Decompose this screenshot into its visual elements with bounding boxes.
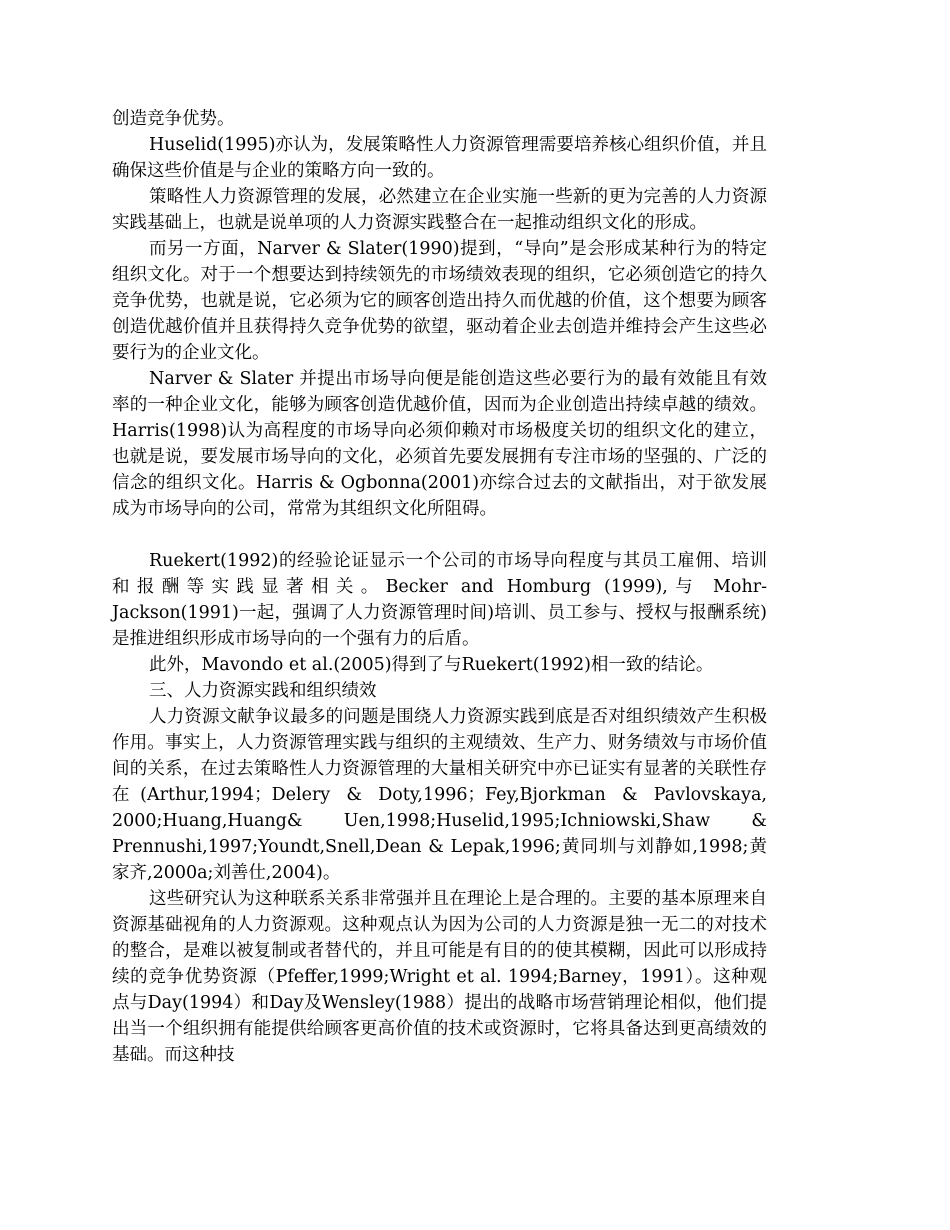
section-heading: 三、人力资源实践和组织绩效 [149, 681, 377, 701]
paragraph-5: Narver & Slater 并提出市场导向便是能创造这些必要行为的最有效能且有效率的一种企业文化，能够为顾客创造优越价值，因而为企业创造出持续卓越的绩效。Harris(1998)认为高程度的市场导向必须仰赖对市场极度关切的组织文化的建立，也就是说，要发展市场导向的文化，必须首先要发展拥有专注市场的坚强的、广泛的信念的组织文化。Harris & Ogbonna(2001)亦综合过去的文献指出，对于欲发展成为市场导向的公司，常常为其组织文化所阻碍。 [112, 369, 767, 519]
paragraph-6: Ruekert(1992)的经验论证显示一个公司的市场导向程度与其员工雇佣、培训和报酬等实践显著相关。Becker and Homburg (1999),与 Mohr-Jackson(1991)一起，强调了人力资源管理时间)培训、员工参与、授权与报酬系统)是推进组织形成市场导向的一个强有力的后盾。 [112, 551, 767, 649]
paragraph-2: Huselid(1995)亦认为，发展策略性人力资源管理需要培养核心组织价值，并且确保这些价值是与企业的策略方向一致的。 [112, 135, 767, 181]
paragraph-3: 策略性人力资源管理的发展，必然建立在企业实施一些新的更为完善的人力资源实践基础上，也就是说单项的人力资源实践整合在一起推动组织文化的形成。 [112, 187, 767, 233]
paragraph-8: 人力资源文献争议最多的问题是围绕人力资源实践到底是否对组织绩效产生积极作用。事实上，人力资源管理实践与组织的主观绩效、生产力、财务绩效与市场价值间的关系，在过去策略性人力资源管理的大量相关研究中亦已证实有显著的关联性存在(Arthur,1994；Delery & Doty,1996；Fey,Bjorkman & Pavlovskaya, 2000;Huang,Huang& Uen,1998;Huselid,1995;Ichniowski,Shaw & Prennushi,1997;Youndt,Snell,Dean & Lepak,1996;黄同圳与刘静如,1998;黄家齐,2000a;刘善仕,2004)。 [112, 707, 767, 883]
paragraph-1: 创造竞争优势。 [112, 109, 235, 129]
document-body [112, 106, 767, 1068]
paragraph-9: 这些研究认为这种联系关系非常强并且在理论上是合理的。主要的基本原理来自资源基础视角的人力资源观。这种观点认为因为公司的人力资源是独一无二的对技术的整合，是难以被复制或者替代的，并且可能是有目的的使其模糊，因此可以形成持续的竞争优势资源（Pfeffer,1999;Wright et al. 1994;Barney，1991）。这种观点与Day(1994）和Day及Wensley(1988）提出的战略市场营销理论相似，他们提出当一个组织拥有能提供给顾客更高价值的技术或资源时，它将具备达到更高绩效的基础。而这种技 [112, 889, 767, 1065]
paragraph-4: 而另一方面，Narver & Slater(1990)提到，“导向”是会形成某种行为的特定组织文化。对于一个想要达到持续领先的市场绩效表现的组织，它必须创造它的持久竞争优势，也就是说，它必须为它的顾客创造出持久而优越的价值，这个想要为顾客创造优越价值并且获得持久竞争优势的欲望，驱动着企业去创造并维持会产生这些必要行为的企业文化。 [112, 239, 767, 363]
paragraph-7: 此外，Mavondo et al.(2005)得到了与Ruekert(1992)相一致的结论。 [149, 655, 714, 675]
